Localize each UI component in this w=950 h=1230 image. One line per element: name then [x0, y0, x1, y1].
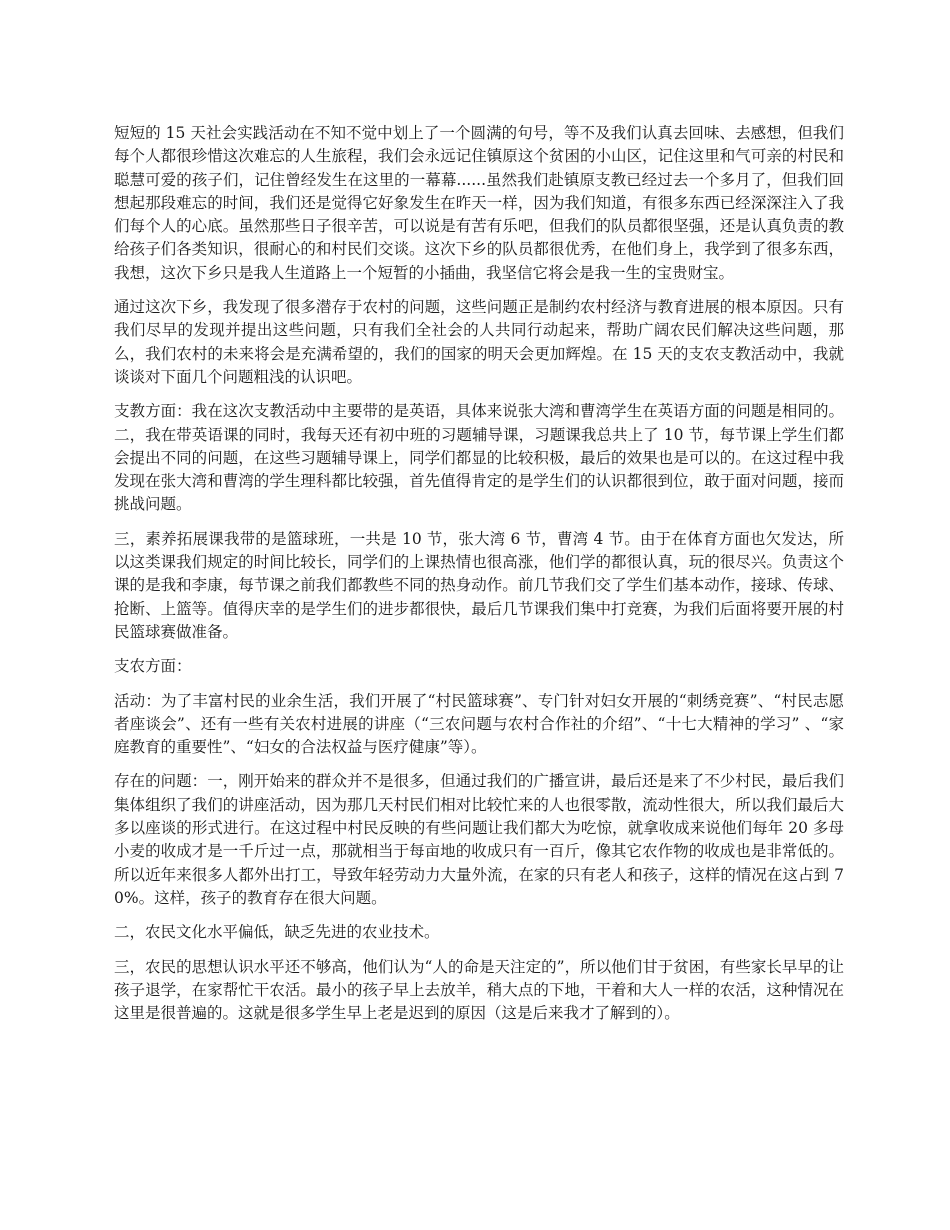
- paragraph-basketball: 三，素养拓展课我带的是篮球班，一共是 10 节，张大湾 6 节，曹湾 4 节。由于在体育方面也欠发达，所以这类课我们规定的时间比较长，同学们的上课热情也很高涨，他们学的都很认真，玩的很尽兴。负责这个课的是我和李康，每节课之前我们都教些不同的热身动作。前几节我们交了学生们基本动作，接球、传球、抢断、上篮等。值得庆幸的是学生们的进步都很快，最后几节课我们集中打竞赛，为我们后面将要开展的村民篮球赛做准备。: [114, 529, 844, 641]
- paragraph-agriculture-heading: 支农方面：: [114, 657, 192, 676]
- paragraph-teaching: 支教方面：我在这次支教活动中主要带的是英语，具体来说张大湾和曹湾学生在英语方面的问题是相同的。 二，我在带英语课的同时，我每天还有初中班的习题辅导课，习题课我总共上了 10 节，每节课上学生们都会提出不同的问题，在这些习题辅导课上，同学们都显的比较积极，最后的效果也是可以的。在这过程中我发现在张大湾和曹湾的学生理科都比较强，首先值得肯定的是学生们的认识都很到位，敢于面对问题，接而挑战问题。: [114, 402, 844, 514]
- document-body: [114, 122, 844, 1036]
- paragraph-activities: 活动：为了丰富村民的业余生活，我们开展了“村民篮球赛”、专门针对妇女开展的“刺绣竞赛”、“村民志愿者座谈会”、还有一些有关农村进展的讲座（“三农问题与农村合作社的介绍”、“十七大精神的学习” 、“家庭教育的重要性”、“妇女的合法权益与医疗健康”等）。: [114, 691, 844, 757]
- paragraph-mindset: 三，农民的思想认识水平还不够高，他们认为“人的命是天注定的”，所以他们甘于贫困，有些家长早早的让孩子退学，在家帮忙干农活。最小的孩子早上去放羊，稍大点的下地，干着和大人一样的农活，这种情况在这里是很普遍的。这就是很多学生早上老是迟到的原因（这是后来我才了解到的）。: [114, 957, 844, 1023]
- paragraph-summary: 短短的 15 天社会实践活动在不知不觉中划上了一个圆满的句号，等不及我们认真去回味、去感想，但我们每个人都很珍惜这次难忘的人生旅程，我们会永远记住镇原这个贫困的小山区，记住这里和气可亲的村民和聪慧可爱的孩子们，记住曾经发生在这里的一幕幕......虽然我们赴镇原支教已经过去一个多月了，但我们回想起那段难忘的时间，我们还是觉得它好象发生在昨天一样，因为我们知道，有很多东西已经深深注入了我们每个人的心底。虽然那些日子很辛苦，可以说是有苦有乐吧，但我们的队员都很坚强，还是认真负责的教给孩子们各类知识，很耐心的和村民们交谈。这次下乡的队员都很优秀，在他们身上，我学到了很多东西，我想，这次下乡只是我人生道路上一个短暂的小插曲，我坚信它将会是我一生的宝贵财宝。: [114, 124, 844, 282]
- paragraph-education-level: 二，农民文化水平偏低，缺乏先进的农业技术。: [114, 923, 440, 942]
- paragraph-discoveries: 通过这次下乡，我发现了很多潜存于农村的问题，这些问题正是制约农村经济与教育进展的根本原因。只有我们尽早的发现并提出这些问题，只有我们全社会的人共同行动起来，帮助广阔农民们解决这些问题，那么，我们农村的未来将会是充满希望的，我们的国家的明天会更加辉煌。在 15 天的支农支教活动中，我就谈谈对下面几个问题粗浅的认识吧。: [114, 298, 844, 386]
- paragraph-problems: 存在的问题：一，刚开始来的群众并不是很多，但通过我们的广播宣讲，最后还是来了不少村民，最后我们集体组织了我们的讲座活动，因为那几天村民们相对比较忙来的人也很零散，流动性很大，所以我们最后大多以座谈的形式进行。在这过程中村民反映的有些问题让我们都大为吃惊，就拿收成来说他们每年 20 多母小麦的收成才是一千斤过一点，那就相当于每亩地的收成只有一百斤，像其它农作物的收成也是非常低的。所以近年来很多人都外出打工，导致年轻劳动力大量外流，在家的只有老人和孩子，这样的情况在这占到 70%。这样，孩子的教育存在很大问题。: [114, 772, 844, 907]
